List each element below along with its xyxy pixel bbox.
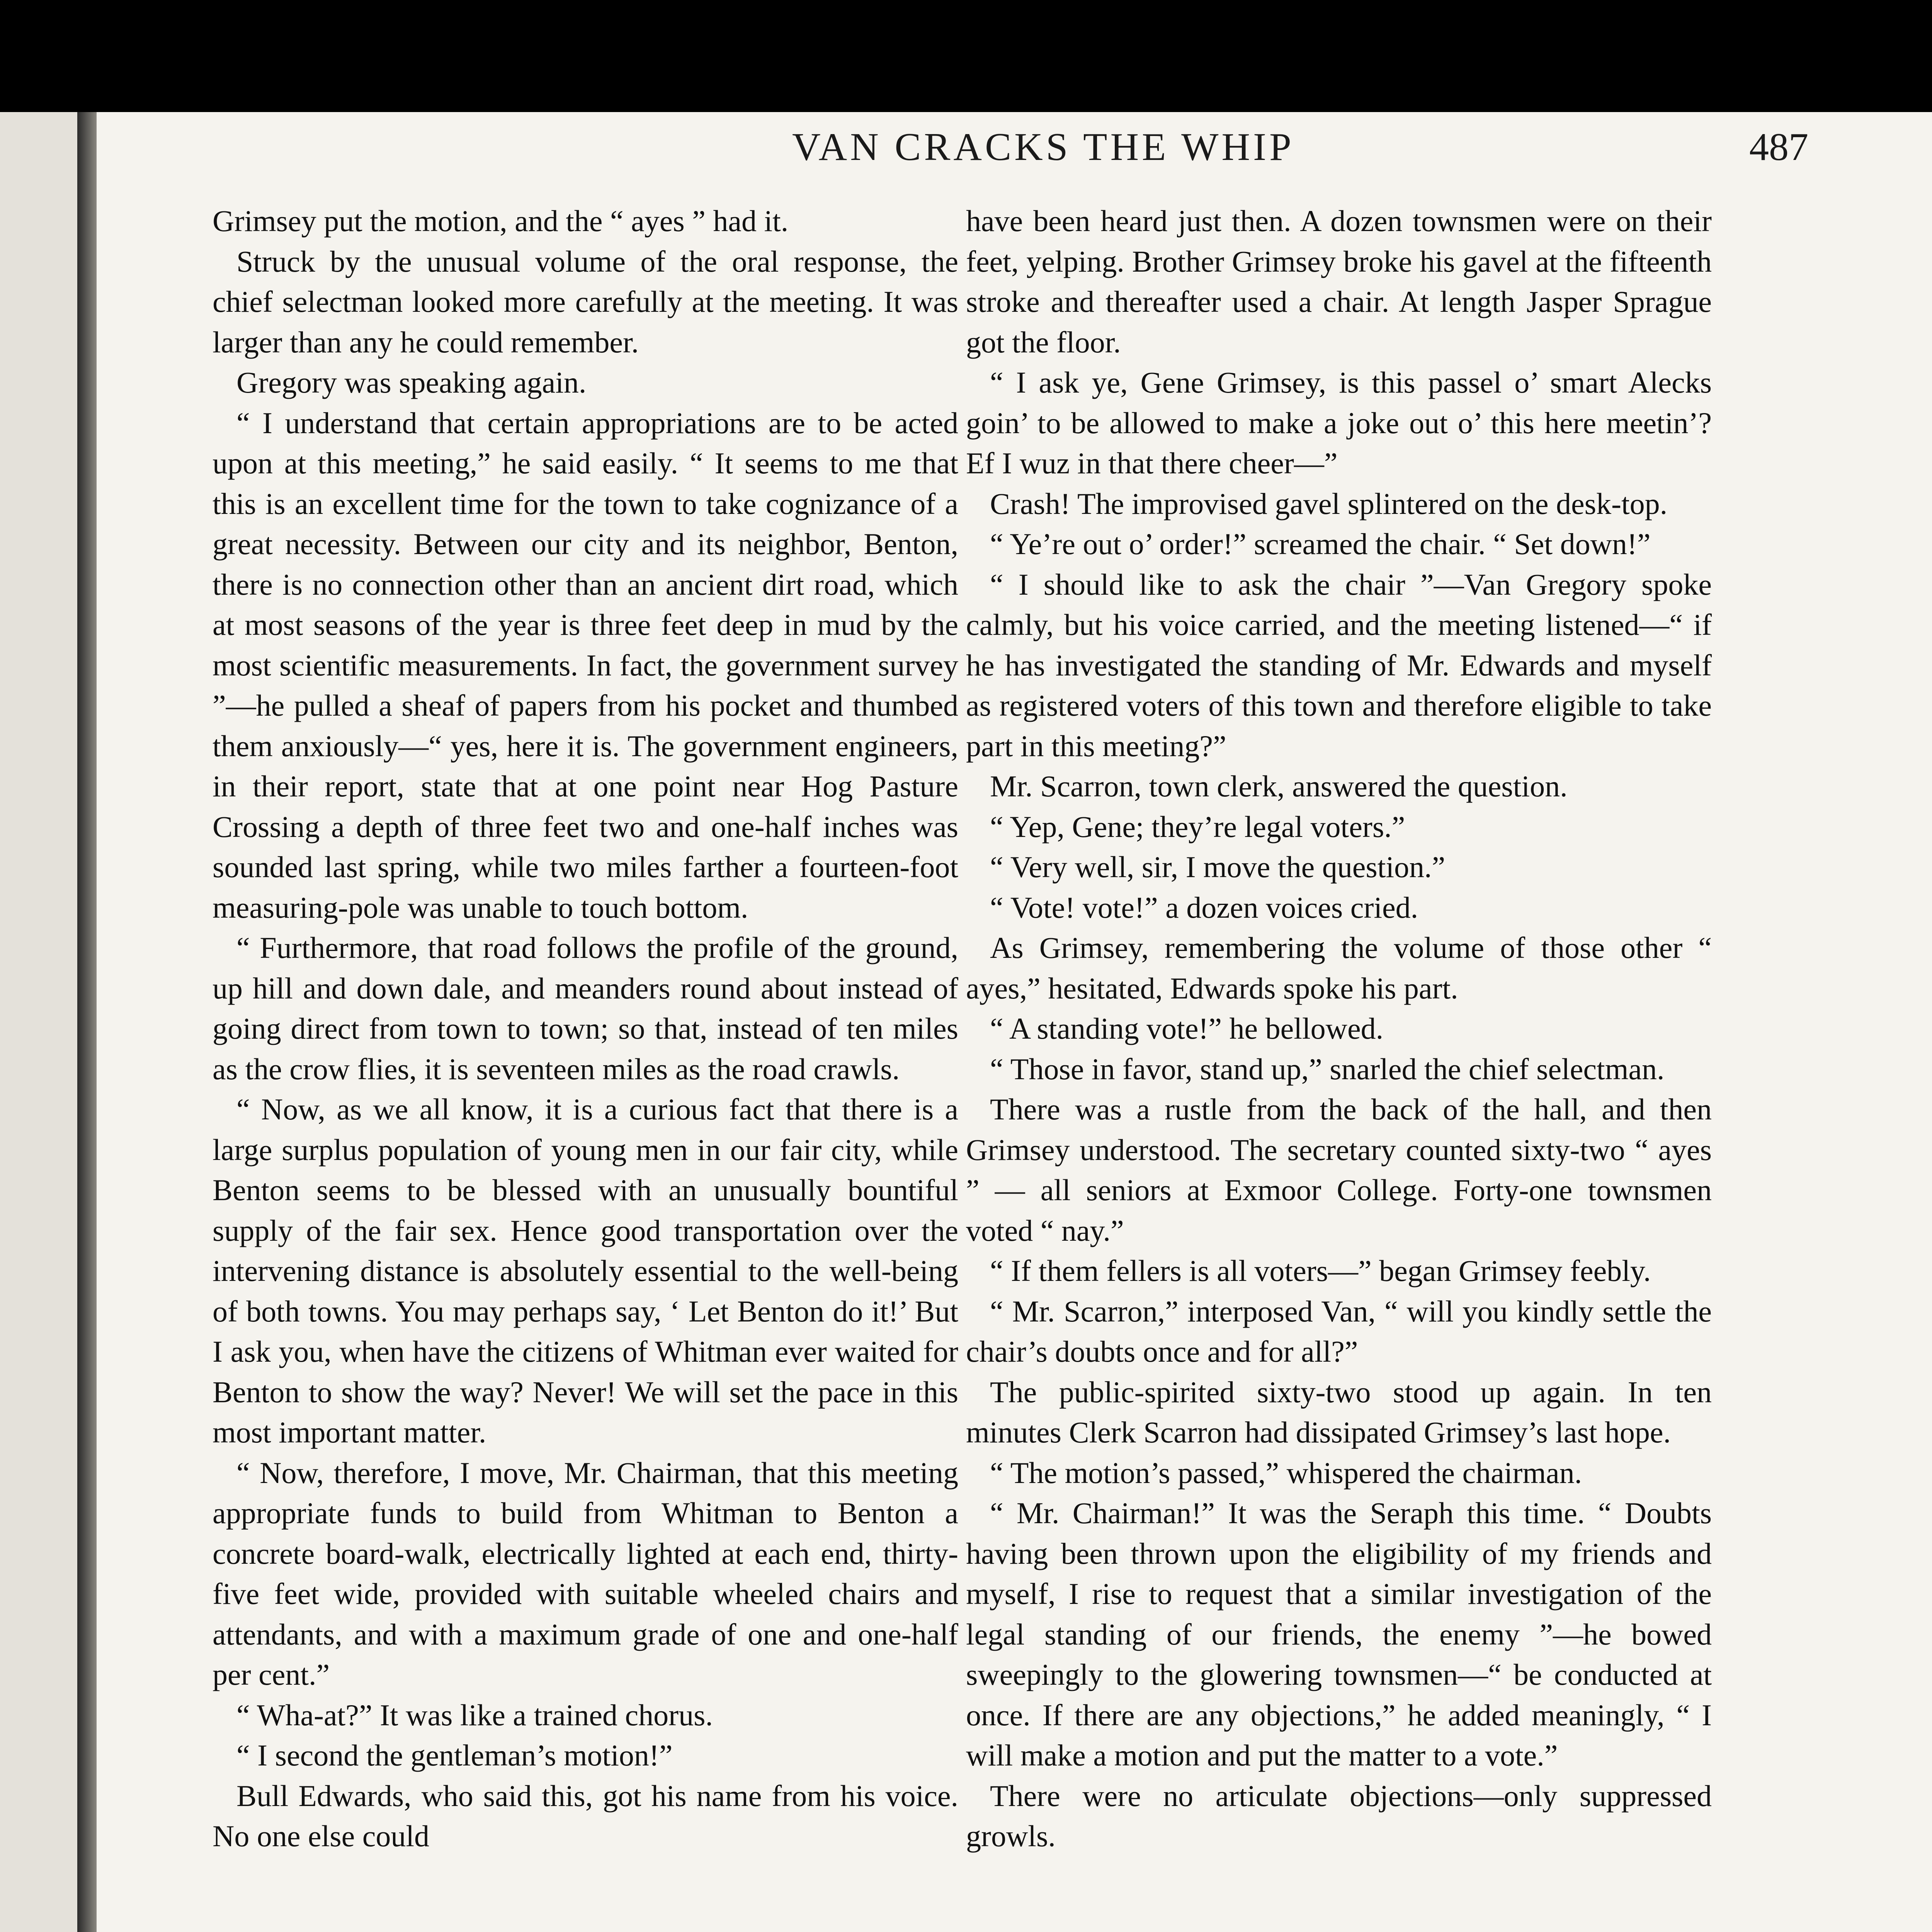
paragraph: “ A standing vote!” he bellowed. (990, 1012, 1384, 1045)
paragraph: “ Mr. Scarron,” interposed Van, “ will you kindly settle the chair’s doubts once and for all?” (966, 1294, 1712, 1368)
paragraph: have been heard just then. A dozen townsmen were on their feet, yelping. Brother Grimsey broke his gavel at the fifteenth stroke and thereafter used a chair. At length Jasper Sprague got the floor. (966, 204, 1712, 359)
paragraph: “ If them fellers is all voters—” began Grimsey feebly. (990, 1254, 1651, 1287)
running-head: VAN CRACKS THE WHIP (792, 125, 1294, 169)
paragraph: “ Mr. Chairman!” It was the Seraph this time. “ Doubts having been thrown upon the eligibility of my friends and myself, I rise to request that a similar investigation of the legal standing of our friends, the enemy ”—he bowed sweepingly to the glowering townsmen—“ be conducted at once. If there are any objections,” he added meaningly, “ I will make a motion and put the matter to a vote.” (966, 1496, 1712, 1772)
paragraph: The public-spirited sixty-two stood up again. In ten minutes Clerk Scarron had dissipated Grimsey’s last hope. (966, 1375, 1712, 1449)
paragraph: “ Now, as we all know, it is a curious fact that there is a large surplus population of young men in our fair city, while Benton seems to be blessed with an unusually bountiful supply of the fair sex. Hence good transportation over the intervening distance is absolutely essential to the well-being of both towns. You may perhaps say, ‘ Let Benton do it!’ But I ask you, when have the citizens of Whitman ever waited for Benton to show the way? Never! We will set the pace in this most important matter. (213, 1092, 958, 1449)
page-number: 487 (1749, 125, 1808, 169)
paragraph: Crash! The improvised gavel splintered on the desk-top. (990, 486, 1668, 520)
paragraph: “ Furthermore, that road follows the profile of the ground, up hill and down dale, and meanders round about instead of going direct from town to town; so that, instead of ten miles as the crow flies, it is seventeen miles as the road crawls. (213, 931, 958, 1086)
paragraph: “ The motion’s passed,” whispered the chairman. (990, 1456, 1582, 1490)
paragraph: “ Yep, Gene; they’re legal voters.” (990, 810, 1405, 844)
paragraph: Mr. Scarron, town clerk, answered the question. (990, 769, 1568, 803)
paragraph: Grimsey put the motion, and the “ ayes ” had it. (213, 204, 789, 238)
paragraph: There was a rustle from the back of the hall, and then Grimsey understood. The secretary counted sixty-two “ ayes ” — all seniors at Exmoor College. Forty-one townsmen voted “ nay.” (966, 1092, 1712, 1247)
paragraph: As Grimsey, remembering the volume of those other “ ayes,” hesitated, Edwards spoke his part. (966, 931, 1712, 1005)
text-column-right (966, 201, 1712, 1932)
paragraph: “ Vote! vote!” a dozen voices cried. (990, 890, 1418, 924)
previous-page-edge (0, 112, 77, 1932)
paragraph: “ Now, therefore, I move, Mr. Chairman, that this meeting appropriate funds to build from Whitman to Benton a concrete board-walk, electrically lighted at each end, thirty-five feet wide, provided with suitable wheeled chairs and attendants, and with a maximum grade of one and one-half per cent.” (213, 1456, 958, 1691)
paragraph: “ Those in favor, stand up,” snarled the chief selectman. (990, 1052, 1665, 1086)
paragraph: “ Wha-at?” It was like a trained chorus. (236, 1698, 713, 1732)
paragraph: “ Ye’re out o’ order!” screamed the chair. “ Set down!” (990, 527, 1651, 561)
paragraph: Gregory was speaking again. (236, 366, 587, 399)
paragraph: “ I understand that certain appropriations are to be acted upon at this meeting,” he said easily. “ It seems to me that this is an excellent time for the town to take cognizance of a great necessity. Between our city and its neighbor, Benton, there is no connection other than an ancient dirt road, which at most seasons of the year is three feet deep in mud by the most scientific measurements. In fact, the government survey ”—he pulled a sheaf of papers from his pocket and thumbed them anxiously—“ yes, here it is. The government engineers, in their report, state that at one point near Hog Pasture Crossing a depth of three feet two and one-half inches was sounded last spring, while two miles farther a fourteen-foot measuring-pole was unable to touch bottom. (213, 406, 958, 924)
paragraph: “ I should like to ask the chair ”—Van Gregory spoke calmly, but his voice carried, and the meeting listened—“ if he has investigated the standing of Mr. Edwards and myself as registered voters of this town and therefore eligible to take part in this meeting?” (966, 567, 1712, 763)
paragraph: There were no articulate objections—only suppressed growls. (966, 1779, 1712, 1853)
paragraph: “ I second the gentleman’s motion!” (236, 1738, 673, 1772)
paragraph: “ Very well, sir, I move the question.” (990, 850, 1446, 884)
paragraph: “ I ask ye, Gene Grimsey, is this passel o’ smart Alecks goin’ to be allowed to make a joke out o’ this here meetin’? Ef I wuz in that there cheer—” (966, 366, 1712, 480)
gutter-shadow (77, 112, 97, 1932)
paragraph: Struck by the unusual volume of the oral response, the chief selectman looked more carefully at the meeting. It was larger than any he could remember. (213, 244, 958, 359)
paragraph: Bull Edwards, who said this, got his name from his voice. No one else could (213, 1779, 958, 1853)
text-column-left (213, 201, 958, 1932)
